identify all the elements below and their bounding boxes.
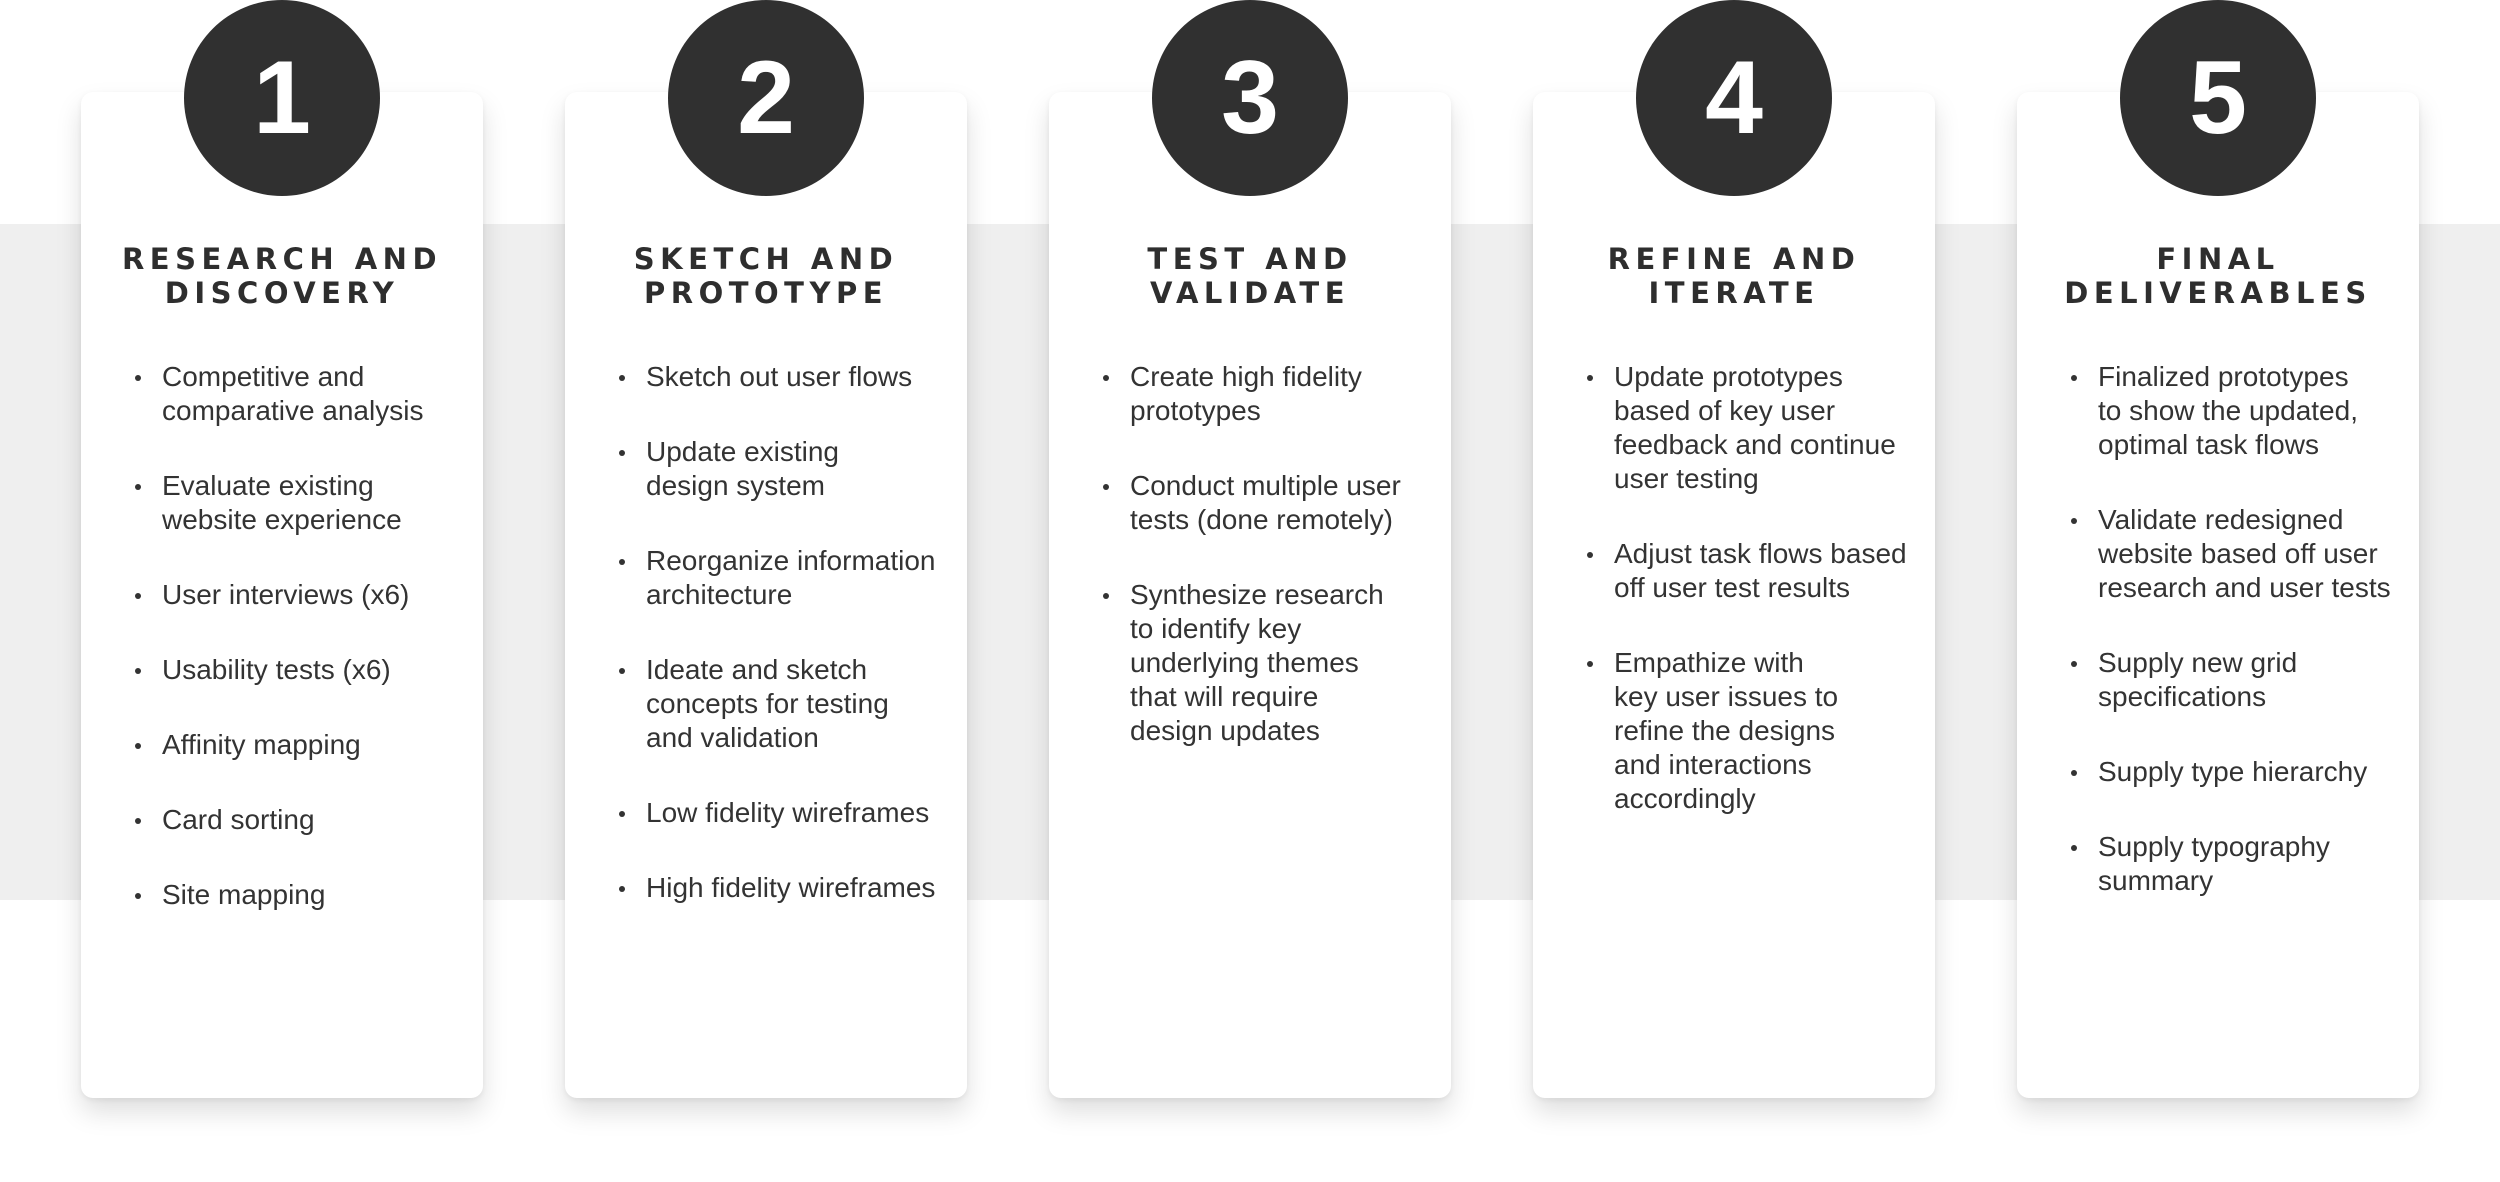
bullet-icon (619, 811, 625, 817)
list-item (565, 360, 967, 394)
list-item-text: High fidelity wireframes (646, 872, 936, 903)
step-title-line: DISCOVERY (164, 276, 400, 310)
bullet-icon (135, 893, 141, 899)
step-title (2017, 242, 2419, 310)
bullet-icon (619, 375, 625, 381)
bullet-icon (1103, 484, 1109, 490)
list-item-text: Usability tests (x6) (162, 654, 391, 685)
list-item (81, 360, 483, 428)
list-item-text: based of key user (1614, 395, 1836, 426)
list-item-text: Empathize with (1614, 647, 1804, 678)
list-item-text: Low fidelity wireframes (646, 797, 930, 828)
step-title (1533, 242, 1935, 310)
list-item (81, 878, 483, 912)
bullet-icon (619, 450, 625, 456)
list-item-text: Update existing (646, 436, 840, 467)
list-item-text: accordingly (1614, 783, 1756, 814)
list-item-text: Supply typography (2098, 831, 2330, 862)
list-item-text: key user issues to (1614, 681, 1839, 712)
bullet-icon (1587, 375, 1593, 381)
list-item-text: architecture (646, 579, 793, 610)
list-item-text: Validate redesigned (2098, 504, 2344, 535)
list-item (81, 578, 483, 612)
bullet-icon (1587, 552, 1593, 558)
step-list (81, 360, 483, 953)
list-item-text: comparative analysis (162, 395, 424, 426)
list-item-text: to identify key (1130, 613, 1302, 644)
list-item (565, 544, 967, 612)
list-item-text: Sketch out user flows (646, 361, 913, 392)
list-item (81, 728, 483, 762)
bullet-icon (135, 668, 141, 674)
list-item-text: Update prototypes (1614, 361, 1843, 392)
step-title-line: VALIDATE (1149, 276, 1351, 310)
step-title-line: FINAL (2156, 242, 2280, 276)
list-item-text: off user test results (1614, 572, 1851, 603)
list-item (565, 796, 967, 830)
list-item-text: Adjust task flows based (1614, 538, 1907, 569)
step-card-5 (2017, 92, 2419, 1098)
list-item-text: Conduct multiple user (1130, 470, 1401, 501)
step-title (565, 242, 967, 310)
step-title (81, 242, 483, 310)
bullet-icon (2071, 845, 2077, 851)
list-item-text: website based off user (2098, 538, 2378, 569)
list-item-text: research and user tests (2098, 572, 2391, 603)
list-item-text: to show the updated, (2098, 395, 2358, 426)
step-title-line: PROTOTYPE (643, 276, 889, 310)
list-item-text: and validation (646, 722, 819, 753)
list-item-text: that will require (1130, 681, 1319, 712)
list-item-text: user testing (1614, 463, 1759, 494)
list-item (565, 871, 967, 905)
list-item-text: Supply new grid (2098, 647, 2298, 678)
list-item-text: summary (2098, 865, 2214, 896)
bullet-icon (1587, 661, 1593, 667)
list-item-text: Site mapping (162, 879, 326, 910)
step-card-3 (1049, 92, 1451, 1098)
list-item (1533, 360, 1935, 496)
step-number-badge: 2 (668, 0, 864, 196)
step-list (1049, 360, 1451, 789)
list-item-text: specifications (2098, 681, 2267, 712)
list-item (1049, 360, 1451, 428)
list-item-text: and interactions (1614, 749, 1812, 780)
list-item (81, 653, 483, 687)
bullet-icon (135, 484, 141, 490)
list-item-text: Reorganize information (646, 545, 936, 576)
list-item-text: Evaluate existing (162, 470, 374, 501)
list-item-text: Card sorting (162, 804, 315, 835)
bullet-icon (2071, 770, 2077, 776)
bullet-icon (619, 886, 625, 892)
step-title (1049, 242, 1451, 310)
list-item-text: User interviews (x6) (162, 579, 410, 610)
bullet-icon (1103, 593, 1109, 599)
list-item (2017, 755, 2419, 789)
step-list (2017, 360, 2419, 939)
bullet-icon (135, 593, 141, 599)
list-item-text: Affinity mapping (162, 729, 361, 760)
list-item-text: concepts for testing (646, 688, 889, 719)
step-title-line: DELIVERABLES (2064, 276, 2372, 310)
list-item-text: feedback and continue (1614, 429, 1896, 460)
list-item-text: Create high fidelity (1130, 361, 1362, 392)
list-item (81, 803, 483, 837)
bullet-icon (135, 743, 141, 749)
step-card-4 (1533, 92, 1935, 1098)
list-item-text: Ideate and sketch (646, 654, 868, 685)
list-item-text: Competitive and (162, 361, 365, 392)
step-title-line: REFINE AND (1607, 242, 1861, 276)
list-item (2017, 360, 2419, 462)
step-card-2 (565, 92, 967, 1098)
list-item-text: design system (646, 470, 825, 501)
step-number-badge: 5 (2120, 0, 2316, 196)
list-item-text: Supply type hierarchy (2098, 756, 2368, 787)
list-item (565, 653, 967, 755)
bullet-icon (135, 375, 141, 381)
list-item (1049, 469, 1451, 537)
step-list (1533, 360, 1935, 857)
bullet-icon (2071, 375, 2077, 381)
list-item (1049, 578, 1451, 748)
list-item (81, 469, 483, 537)
step-title-line: TEST AND (1147, 242, 1353, 276)
list-item-text: website experience (162, 504, 402, 535)
list-item-text: refine the designs (1614, 715, 1836, 746)
step-title-line: ITERATE (1648, 276, 1820, 310)
list-item (1533, 646, 1935, 816)
bullet-icon (135, 818, 141, 824)
list-item-text: underlying themes (1130, 647, 1359, 678)
bullet-icon (2071, 661, 2077, 667)
bullet-icon (619, 668, 625, 674)
step-list (565, 360, 967, 946)
step-number-badge: 4 (1636, 0, 1832, 196)
list-item-text: prototypes (1130, 395, 1261, 426)
list-item-text: design updates (1130, 715, 1320, 746)
bullet-icon (2071, 518, 2077, 524)
list-item-text: Synthesize research (1130, 579, 1384, 610)
list-item-text: Finalized prototypes (2098, 361, 2349, 392)
bullet-icon (619, 559, 625, 565)
step-number-badge: 3 (1152, 0, 1348, 196)
step-card-1 (81, 92, 483, 1098)
list-item (1533, 537, 1935, 605)
list-item (2017, 830, 2419, 898)
list-item (2017, 646, 2419, 714)
step-number-badge: 1 (184, 0, 380, 196)
list-item (2017, 503, 2419, 605)
step-title-line: RESEARCH AND (121, 242, 443, 276)
bullet-icon (1103, 375, 1109, 381)
list-item-text: optimal task flows (2098, 429, 2319, 460)
list-item (565, 435, 967, 503)
list-item-text: tests (done remotely) (1130, 504, 1393, 535)
step-title-line: SKETCH AND (633, 242, 899, 276)
